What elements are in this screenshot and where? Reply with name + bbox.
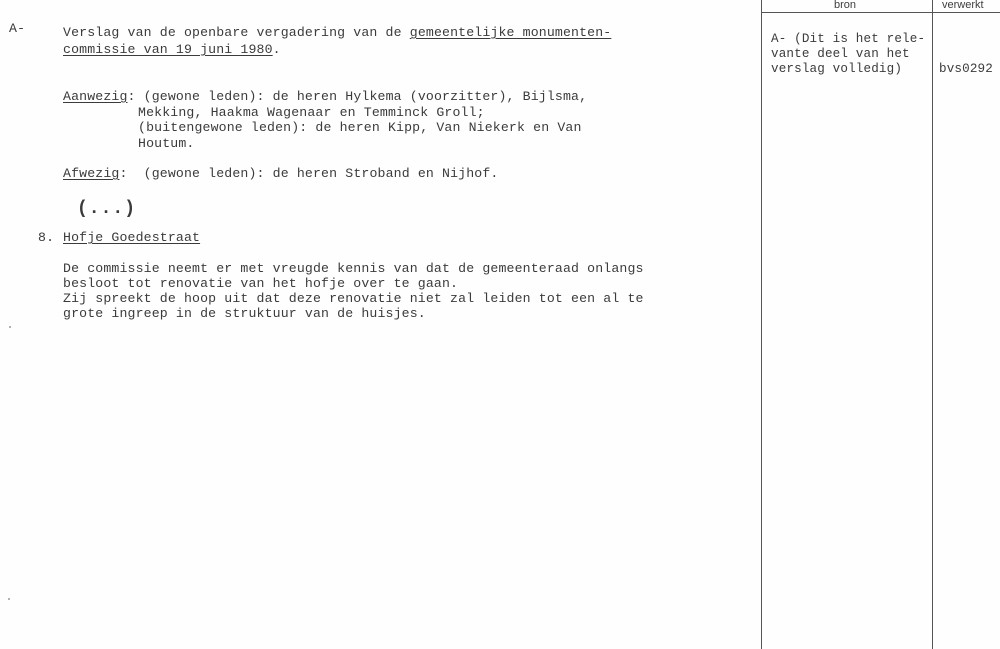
report-title-underlined-1: gemeentelijke monumenten- (409, 25, 612, 40)
aanwezig-colon: : (127, 89, 136, 104)
afwezig-colon: : (119, 166, 128, 181)
scan-speck (9, 326, 11, 328)
item-body-line-4: grote ingreep in de struktuur van de huisjes. (63, 306, 426, 321)
scan-speck (8, 598, 10, 600)
aanwezig-line-4: Houtum. (138, 136, 195, 151)
report-title-prefix: Verslag van de openbare vergadering van de (63, 25, 410, 40)
report-title-line-2 (63, 42, 281, 58)
report-title-suffix: . (272, 42, 281, 57)
afwezig-text: (gewone leden): de heren Stroband en Nijhof. (127, 166, 499, 181)
omission-marker: (...) (77, 199, 137, 219)
report-title-underlined-2: commissie van 19 juni 1980 (63, 42, 273, 57)
verwerkt-header: verwerkt (942, 0, 984, 11)
aanwezig-text-1: (gewone leden): de heren Hylkema (voorzitter), Bijlsma, (135, 89, 588, 104)
bron-column-divider (761, 0, 762, 649)
afwezig-line (63, 166, 498, 182)
verwerkt-code: bvs0292 (939, 62, 993, 76)
item-number: 8. (38, 230, 55, 245)
bron-note-line-1: A- (Dit is het rele- (771, 32, 926, 46)
item-heading: Hofje Goedestraat (63, 230, 201, 245)
item-body-line-3: Zij spreekt de hoop uit dat deze renovatie niet zal leiden tot een al te (63, 291, 644, 306)
report-title-line-1 (63, 25, 611, 41)
item-body-line-2: besloot tot renovatie van het hofje over te gaan. (63, 276, 459, 291)
bron-note-line-2: vante deel van het (771, 47, 910, 61)
afwezig-label: Afwezig (63, 166, 120, 181)
aanwezig-line-1 (63, 89, 587, 105)
margin-label: A- (9, 21, 26, 36)
item-body-line-1: De commissie neemt er met vreugde kennis van dat de gemeenteraad onlangs (63, 261, 644, 276)
header-rule (761, 12, 1000, 13)
bron-note-line-3: verslag volledig) (771, 62, 903, 76)
aanwezig-label: Aanwezig (63, 89, 128, 104)
verwerkt-column-divider (932, 0, 933, 649)
aanwezig-line-3: (buitengewone leden): de heren Kipp, Van Niekerk en Van (138, 120, 582, 135)
bron-header: bron (834, 0, 857, 11)
aanwezig-line-2: Mekking, Haakma Wagenaar en Temminck Groll; (138, 105, 485, 120)
